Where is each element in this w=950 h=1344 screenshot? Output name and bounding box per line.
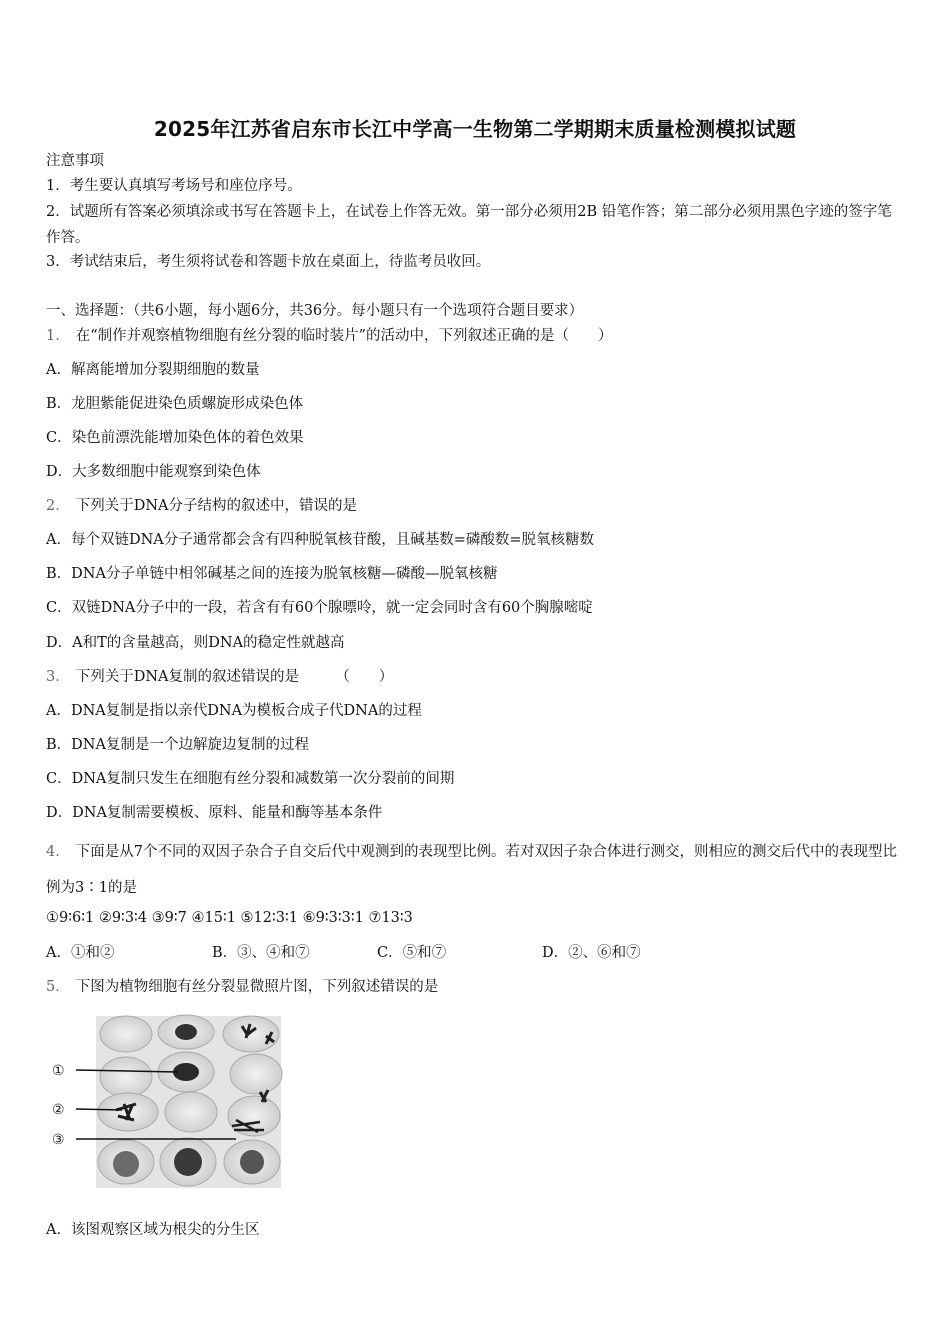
figure-label-3: ③ xyxy=(52,1132,65,1148)
q4-choice-a: A．①和② xyxy=(46,945,115,961)
q4-choices xyxy=(46,941,906,963)
q1-option-b: B．龙胆紫能促进染色质螺旋形成染色体 xyxy=(46,396,304,412)
q3-option-d: D．DNA复制需要模板、原料、能量和酶等基本条件 xyxy=(46,805,383,821)
notice-item-1: 1．考生要认真填写考场号和座位序号。 xyxy=(46,178,302,194)
q4-choice-b: B．③、④和⑦ xyxy=(212,945,310,961)
q5-option-a: A．该图观察区域为根尖的分生区 xyxy=(46,1222,260,1238)
question-1-stem xyxy=(46,325,906,347)
micrograph-figure xyxy=(46,1012,286,1192)
q3-option-b: B．DNA复制是一个边解旋边复制的过程 xyxy=(46,737,309,753)
question-number: 4． xyxy=(46,844,70,860)
q2-option-d: D．A和T的含量越高，则DNA的稳定性就越高 xyxy=(46,635,345,651)
q3-option-c: C．DNA复制只发生在细胞有丝分裂和减数第一次分裂前的间期 xyxy=(46,771,455,787)
q2-option-b: B．DNA分子单链中相邻碱基之间的连接为脱氧核糖—磷酸—脱氧核糖 xyxy=(46,566,498,582)
question-5-stem xyxy=(46,976,906,998)
page-title: 2025年江苏省启东市长江中学高一生物第二学期期末质量检测模拟试题 xyxy=(153,117,797,141)
micrograph-image xyxy=(46,1012,286,1192)
question-text: 在“制作并观察植物细胞有丝分裂的临时装片”的活动中，下列叙述正确的是（ ） xyxy=(75,328,613,344)
q3-option-a: A．DNA复制是指以亲代DNA为模板合成子代DNA的过程 xyxy=(46,703,422,719)
q1-option-c: C．染色前漂洗能增加染色体的着色效果 xyxy=(46,430,304,446)
q4-ratios: ①9∶6∶1 ②9∶3∶4 ③9∶7 ④15∶1 ⑤12∶3∶1 ⑥9∶3∶3∶1 ⑦13∶3 xyxy=(46,910,413,926)
notice-item-3: 3．考试结束后，考生须将试卷和答题卡放在桌面上，待监考员收回。 xyxy=(46,254,491,270)
question-3-stem xyxy=(46,666,906,688)
notice-heading: 注意事项 xyxy=(46,153,104,169)
question-4-stem xyxy=(46,834,906,906)
q2-option-a: A．每个双链DNA分子通常都会含有四种脱氧核苷酸，且碱基数=磷酸数=脱氧核糖数 xyxy=(46,532,595,548)
question-2-stem xyxy=(46,495,906,517)
question-number: 3． xyxy=(46,669,70,685)
notice-item-2: 2．试题所有答案必须填涂或书写在答题卡上，在试卷上作答无效。第一部分必须用2B 铅笔作答；第二部分必须用黑色字迹的签字笔作答。 xyxy=(46,204,892,246)
question-text: 下图为植物细胞有丝分裂显微照片图，下列叙述错误的是 xyxy=(75,979,439,995)
q4-choice-d: D．②、⑥和⑦ xyxy=(542,945,641,961)
figure-label-2: ② xyxy=(52,1102,65,1118)
q2-option-c: C．双链DNA分子中的一段，若含有有60个腺嘌呤，就一定会同时含有60个胸腺嘧啶 xyxy=(46,600,593,616)
question-text: 下列关于DNA复制的叙述错误的是 （ ） xyxy=(75,669,394,685)
section-heading: 一、选择题：（共6小题，每小题6分，共36分。每小题只有一个选项符合题目要求） xyxy=(46,303,584,319)
question-number: 1． xyxy=(46,328,70,344)
q1-option-d: D．大多数细胞中能观察到染色体 xyxy=(46,464,261,480)
question-text: 下面是从7个不同的双因子杂合子自交后代中观测到的表现型比例。若对双因子杂合体进行测交，则相应的测交后代中的表现型比例为3∶1的是 xyxy=(46,844,897,896)
pointer-line-2 xyxy=(76,1109,122,1110)
question-number: 5． xyxy=(46,979,70,995)
question-number: 2． xyxy=(46,498,70,514)
q4-choice-c: C．⑤和⑦ xyxy=(377,945,447,961)
question-text: 下列关于DNA分子结构的叙述中，错误的是 xyxy=(75,498,358,514)
q1-option-a: A．解离能增加分裂期细胞的数量 xyxy=(46,362,260,378)
figure-label-1: ① xyxy=(52,1063,65,1079)
